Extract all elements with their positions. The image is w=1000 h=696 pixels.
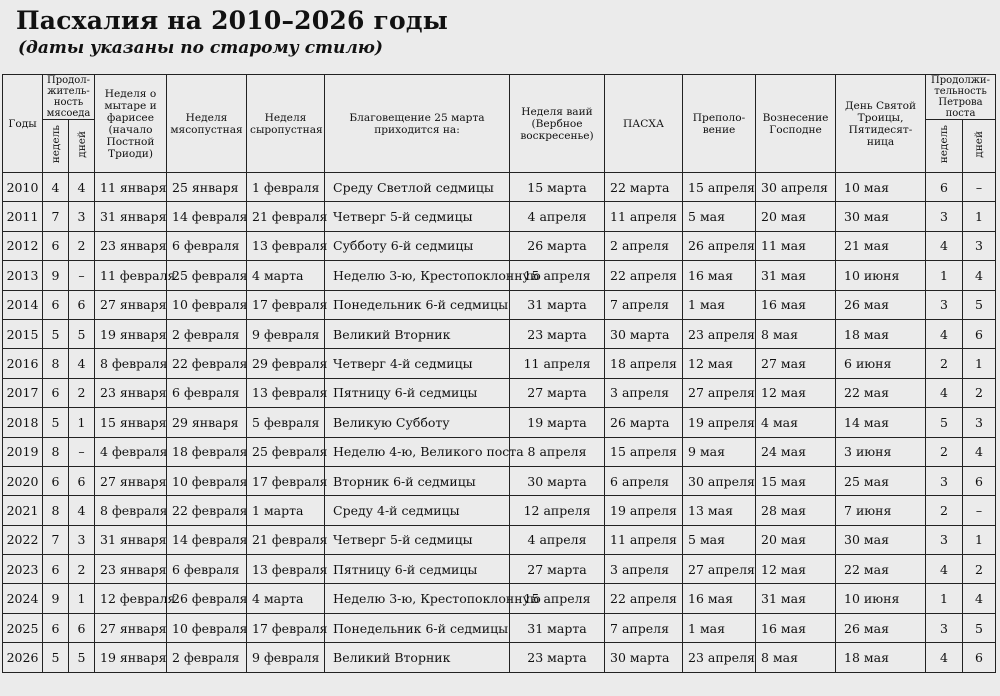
troitsa-cell: 26 мая [836,613,926,642]
year-cell: 2014 [3,290,43,319]
pascha-cell: 11 апреля [605,525,683,554]
voznesenie-cell: 16 мая [756,290,836,319]
prepolovenie-cell: 5 мая [683,202,756,231]
petrov-weeks-cell: 3 [926,466,963,495]
prepolovenie-cell: 1 мая [683,290,756,319]
header-myasoed-weeks: недель [43,120,69,173]
prepolovenie-cell: 23 апреля [683,319,756,348]
header-myasopust: Неделя мясопустная [167,75,247,173]
vaiy-cell: 4 апреля [510,525,605,554]
prepolovenie-cell: 9 мая [683,437,756,466]
myasoed-weeks-cell: 7 [43,525,69,554]
petrov-weeks-cell: 4 [926,643,963,672]
mytar-cell: 31 января [95,525,167,554]
vaiy-cell: 30 марта [510,466,605,495]
myasopust-cell: 2 февраля [167,643,247,672]
blagoveshchenie-cell: Среду 4-й седмицы [325,496,510,525]
petrov-weeks-cell: 1 [926,261,963,290]
troitsa-cell: 22 мая [836,378,926,407]
petrov-days-cell: 1 [963,349,996,378]
petrov-weeks-cell: 3 [926,613,963,642]
petrov-days-cell: 5 [963,290,996,319]
petrov-weeks-cell: 3 [926,525,963,554]
page-subtitle: (даты указаны по старому стилю) [18,38,383,58]
troitsa-cell: 10 мая [836,173,926,202]
myasoed-days-cell: 3 [69,202,95,231]
mytar-cell: 23 января [95,378,167,407]
voznesenie-cell: 4 мая [756,408,836,437]
pascha-cell: 30 марта [605,643,683,672]
voznesenie-cell: 20 мая [756,202,836,231]
table-row [3,613,996,642]
mytar-cell: 15 января [95,408,167,437]
syropust-cell: 21 февраля [247,525,325,554]
vaiy-cell: 23 марта [510,643,605,672]
myasopust-cell: 18 февраля [167,437,247,466]
year-cell: 2013 [3,261,43,290]
blagoveshchenie-cell: Четверг 5-й седмицы [325,525,510,554]
vaiy-cell: 15 апреля [510,261,605,290]
blagoveshchenie-cell: Субботу 6-й седмицы [325,231,510,260]
vaiy-cell: 31 марта [510,613,605,642]
header-troitsa: День Святой Троицы, Пятидесят-ница [836,75,926,173]
voznesenie-cell: 28 мая [756,496,836,525]
pascha-cell: 19 апреля [605,496,683,525]
troitsa-cell: 7 июня [836,496,926,525]
prepolovenie-cell: 23 апреля [683,643,756,672]
myasoed-days-cell: 2 [69,555,95,584]
myasoed-days-cell: 6 [69,466,95,495]
troitsa-cell: 10 июня [836,261,926,290]
troitsa-cell: 14 мая [836,408,926,437]
pascha-cell: 22 марта [605,173,683,202]
header-myasoed-days: дней [69,120,95,173]
mytar-cell: 27 января [95,613,167,642]
pascha-cell: 15 апреля [605,437,683,466]
syropust-cell: 4 марта [247,584,325,613]
vaiy-cell: 4 апреля [510,202,605,231]
table-row [3,525,996,554]
syropust-cell: 13 февраля [247,231,325,260]
blagoveshchenie-cell: Понедельник 6-й седмицы [325,613,510,642]
year-cell: 2017 [3,378,43,407]
header-mytar: Неделя о мытаре и фарисее (начало Постной Триоди) [95,75,167,173]
voznesenie-cell: 20 мая [756,525,836,554]
myasoed-days-cell: 6 [69,290,95,319]
mytar-cell: 27 января [95,466,167,495]
blagoveshchenie-cell: Четверг 4-й седмицы [325,349,510,378]
voznesenie-cell: 15 мая [756,466,836,495]
voznesenie-cell: 11 мая [756,231,836,260]
header-petrov-post: Продолжи-тельность Петрова поста [926,75,996,120]
petrov-weeks-cell: 4 [926,378,963,407]
mytar-cell: 11 января [95,173,167,202]
petrov-days-cell: 4 [963,261,996,290]
prepolovenie-cell: 26 апреля [683,231,756,260]
myasoed-days-cell: 2 [69,231,95,260]
myasoed-weeks-cell: 4 [43,173,69,202]
mytar-cell: 11 февраля [95,261,167,290]
troitsa-cell: 25 мая [836,466,926,495]
petrov-weeks-cell: 4 [926,319,963,348]
prepolovenie-cell: 5 мая [683,525,756,554]
myasoed-days-cell: 4 [69,173,95,202]
myasoed-weeks-cell: 8 [43,496,69,525]
year-cell: 2018 [3,408,43,437]
table-row [3,173,996,202]
myasoed-weeks-cell: 6 [43,378,69,407]
table-row [3,408,996,437]
myasoed-days-cell: 6 [69,613,95,642]
syropust-cell: 29 февраля [247,349,325,378]
prepolovenie-cell: 1 мая [683,613,756,642]
year-cell: 2015 [3,319,43,348]
prepolovenie-cell: 27 апреля [683,555,756,584]
mytar-cell: 8 февраля [95,349,167,378]
petrov-days-cell: 5 [963,613,996,642]
blagoveshchenie-cell: Среду Светлой седмицы [325,173,510,202]
header-petrov-weeks: недель [926,120,963,173]
vaiy-cell: 23 марта [510,319,605,348]
table-row [3,202,996,231]
myasoed-weeks-cell: 7 [43,202,69,231]
petrov-weeks-cell: 4 [926,555,963,584]
header-years: Годы [3,75,43,173]
voznesenie-cell: 30 апреля [756,173,836,202]
myasoed-weeks-cell: 8 [43,437,69,466]
myasopust-cell: 22 февраля [167,349,247,378]
petrov-weeks-cell: 3 [926,202,963,231]
petrov-days-cell: 2 [963,378,996,407]
myasoed-days-cell: 1 [69,584,95,613]
mytar-cell: 19 января [95,643,167,672]
prepolovenie-cell: 13 мая [683,496,756,525]
syropust-cell: 13 февраля [247,555,325,584]
troitsa-cell: 21 мая [836,231,926,260]
table-row [3,584,996,613]
troitsa-cell: 3 июня [836,437,926,466]
myasoed-weeks-cell: 5 [43,408,69,437]
table-row [3,496,996,525]
troitsa-cell: 18 мая [836,643,926,672]
blagoveshchenie-cell: Пятницу 6-й седмицы [325,378,510,407]
mytar-cell: 23 января [95,555,167,584]
petrov-weeks-cell: 4 [926,231,963,260]
table-row [3,378,996,407]
troitsa-cell: 22 мая [836,555,926,584]
myasoed-days-cell: 5 [69,643,95,672]
myasoed-days-cell: 3 [69,525,95,554]
blagoveshchenie-cell: Вторник 6-й седмицы [325,466,510,495]
prepolovenie-cell: 27 апреля [683,378,756,407]
syropust-cell: 9 февраля [247,643,325,672]
myasopust-cell: 22 февраля [167,496,247,525]
mytar-cell: 19 января [95,319,167,348]
vaiy-cell: 11 апреля [510,349,605,378]
blagoveshchenie-cell: Великий Вторник [325,643,510,672]
petrov-days-cell: 2 [963,555,996,584]
syropust-cell: 4 марта [247,261,325,290]
pascha-cell: 30 марта [605,319,683,348]
troitsa-cell: 30 мая [836,202,926,231]
myasoed-weeks-cell: 6 [43,466,69,495]
prepolovenie-cell: 15 апреля [683,173,756,202]
table-row [3,349,996,378]
table-body [3,173,996,673]
mytar-cell: 8 февраля [95,496,167,525]
myasoed-days-cell: 5 [69,319,95,348]
header-myasoed: Продол-житель-ность мясоеда [43,75,95,120]
myasoed-weeks-cell: 6 [43,231,69,260]
table-row [3,555,996,584]
year-cell: 2019 [3,437,43,466]
vaiy-cell: 31 марта [510,290,605,319]
blagoveshchenie-cell: Неделю 3-ю, Крестопоклонную [325,261,510,290]
vaiy-cell: 15 апреля [510,584,605,613]
mytar-cell: 12 февраля [95,584,167,613]
myasoed-weeks-cell: 5 [43,643,69,672]
vaiy-cell: 27 марта [510,378,605,407]
myasopust-cell: 10 февраля [167,466,247,495]
petrov-weeks-cell: 2 [926,437,963,466]
syropust-cell: 9 февраля [247,319,325,348]
myasopust-cell: 25 февраля [167,261,247,290]
table-row [3,261,996,290]
pascha-cell: 2 апреля [605,231,683,260]
troitsa-cell: 30 мая [836,525,926,554]
prepolovenie-cell: 16 мая [683,261,756,290]
myasopust-cell: 25 января [167,173,247,202]
header-blagoveshchenie: Благовещение 25 марта приходится на: [325,75,510,173]
voznesenie-cell: 8 мая [756,319,836,348]
table-row [3,643,996,672]
myasoed-days-cell: – [69,437,95,466]
page-title: Пасхалия на 2010–2026 годы [16,6,448,35]
header-prepolovenie: Преполо-вение [683,75,756,173]
pascha-cell: 7 апреля [605,613,683,642]
voznesenie-cell: 27 мая [756,349,836,378]
blagoveshchenie-cell: Неделю 4-ю, Великого поста [325,437,510,466]
blagoveshchenie-cell: Великую Субботу [325,408,510,437]
petrov-days-cell: 3 [963,231,996,260]
myasoed-days-cell: – [69,261,95,290]
pascha-cell: 22 апреля [605,261,683,290]
table-row [3,319,996,348]
pascha-cell: 3 апреля [605,555,683,584]
voznesenie-cell: 31 мая [756,584,836,613]
troitsa-cell: 18 мая [836,319,926,348]
petrov-weeks-cell: 6 [926,173,963,202]
paschalia-table [2,74,996,673]
table-row [3,466,996,495]
prepolovenie-cell: 16 мая [683,584,756,613]
syropust-cell: 17 февраля [247,290,325,319]
pascha-cell: 18 апреля [605,349,683,378]
syropust-cell: 21 февраля [247,202,325,231]
header-voznesenie: Вознесение Господне [756,75,836,173]
voznesenie-cell: 8 мая [756,643,836,672]
blagoveshchenie-cell: Великий Вторник [325,319,510,348]
year-cell: 2010 [3,173,43,202]
pascha-cell: 22 апреля [605,584,683,613]
petrov-weeks-cell: 3 [926,290,963,319]
blagoveshchenie-cell: Неделю 3-ю, Крестопоклонную [325,584,510,613]
vaiy-cell: 19 марта [510,408,605,437]
year-cell: 2026 [3,643,43,672]
pascha-cell: 7 апреля [605,290,683,319]
petrov-weeks-cell: 5 [926,408,963,437]
voznesenie-cell: 12 мая [756,555,836,584]
voznesenie-cell: 31 мая [756,261,836,290]
myasoed-weeks-cell: 6 [43,290,69,319]
pascha-cell: 11 апреля [605,202,683,231]
year-cell: 2011 [3,202,43,231]
myasoed-weeks-cell: 5 [43,319,69,348]
troitsa-cell: 10 июня [836,584,926,613]
petrov-days-cell: 1 [963,525,996,554]
pascha-cell: 6 апреля [605,466,683,495]
syropust-cell: 25 февраля [247,437,325,466]
myasoed-weeks-cell: 9 [43,261,69,290]
year-cell: 2025 [3,613,43,642]
mytar-cell: 31 января [95,202,167,231]
mytar-cell: 4 февраля [95,437,167,466]
troitsa-cell: 6 июня [836,349,926,378]
vaiy-cell: 12 апреля [510,496,605,525]
myasoed-weeks-cell: 6 [43,613,69,642]
vaiy-cell: 26 марта [510,231,605,260]
myasopust-cell: 10 февраля [167,290,247,319]
header-vaiy: Неделя ваий (Вербное воскресенье) [510,75,605,173]
myasopust-cell: 29 января [167,408,247,437]
myasoed-weeks-cell: 9 [43,584,69,613]
petrov-weeks-cell: 2 [926,496,963,525]
myasopust-cell: 26 февраля [167,584,247,613]
table-row [3,290,996,319]
header-syropust: Неделя сыропустная [247,75,325,173]
prepolovenie-cell: 19 апреля [683,408,756,437]
blagoveshchenie-cell: Пятницу 6-й седмицы [325,555,510,584]
vaiy-cell: 27 марта [510,555,605,584]
myasoed-weeks-cell: 8 [43,349,69,378]
year-cell: 2022 [3,525,43,554]
syropust-cell: 17 февраля [247,466,325,495]
header-pascha: ПАСХА [605,75,683,173]
petrov-days-cell: 1 [963,202,996,231]
petrov-days-cell: 6 [963,319,996,348]
year-cell: 2023 [3,555,43,584]
petrov-days-cell: 6 [963,466,996,495]
mytar-cell: 23 января [95,231,167,260]
myasopust-cell: 6 февраля [167,378,247,407]
syropust-cell: 1 февраля [247,173,325,202]
myasopust-cell: 10 февраля [167,613,247,642]
pascha-cell: 26 марта [605,408,683,437]
petrov-weeks-cell: 1 [926,584,963,613]
petrov-days-cell: 4 [963,584,996,613]
table-row [3,437,996,466]
petrov-days-cell: 3 [963,408,996,437]
myasopust-cell: 6 февраля [167,231,247,260]
myasoed-days-cell: 1 [69,408,95,437]
petrov-weeks-cell: 2 [926,349,963,378]
syropust-cell: 13 февраля [247,378,325,407]
table-row [3,231,996,260]
petrov-days-cell: 6 [963,643,996,672]
petrov-days-cell: – [963,496,996,525]
myasopust-cell: 6 февраля [167,555,247,584]
year-cell: 2021 [3,496,43,525]
syropust-cell: 17 февраля [247,613,325,642]
vaiy-cell: 15 марта [510,173,605,202]
year-cell: 2024 [3,584,43,613]
voznesenie-cell: 24 мая [756,437,836,466]
blagoveshchenie-cell: Понедельник 6-й седмицы [325,290,510,319]
myasopust-cell: 14 февраля [167,525,247,554]
voznesenie-cell: 16 мая [756,613,836,642]
pascha-cell: 3 апреля [605,378,683,407]
blagoveshchenie-cell: Четверг 5-й седмицы [325,202,510,231]
year-cell: 2016 [3,349,43,378]
syropust-cell: 1 марта [247,496,325,525]
header-petrov-days: дней [963,120,996,173]
petrov-days-cell: – [963,173,996,202]
voznesenie-cell: 12 мая [756,378,836,407]
year-cell: 2012 [3,231,43,260]
prepolovenie-cell: 30 апреля [683,466,756,495]
prepolovenie-cell: 12 мая [683,349,756,378]
petrov-days-cell: 4 [963,437,996,466]
myasoed-days-cell: 4 [69,496,95,525]
myasopust-cell: 2 февраля [167,319,247,348]
year-cell: 2020 [3,466,43,495]
myasoed-days-cell: 4 [69,349,95,378]
mytar-cell: 27 января [95,290,167,319]
myasopust-cell: 14 февраля [167,202,247,231]
syropust-cell: 5 февраля [247,408,325,437]
myasoed-days-cell: 2 [69,378,95,407]
troitsa-cell: 26 мая [836,290,926,319]
vaiy-cell: 8 апреля [510,437,605,466]
myasoed-weeks-cell: 6 [43,555,69,584]
